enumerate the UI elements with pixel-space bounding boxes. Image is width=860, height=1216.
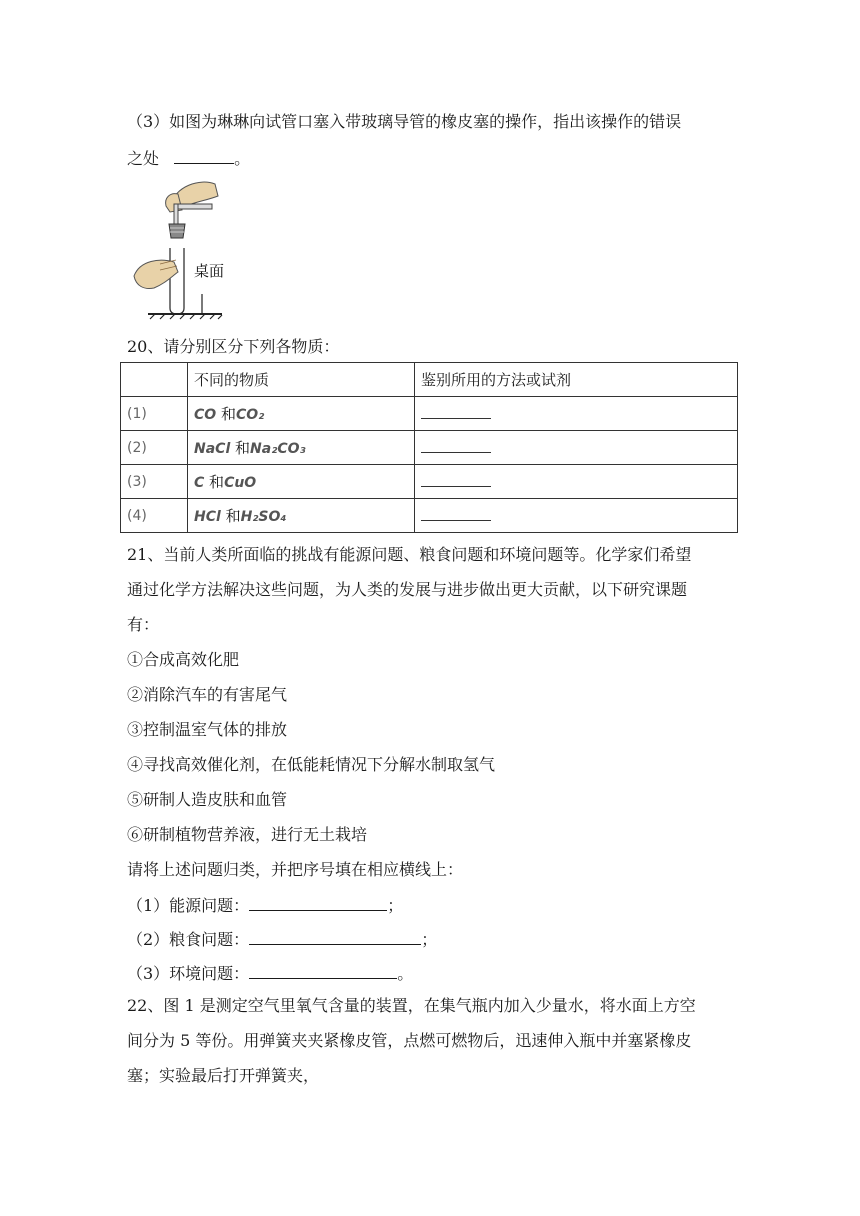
table-row (121, 397, 738, 431)
substance-a: C (194, 475, 205, 491)
conjunction: 和 (204, 473, 225, 491)
q21-instruction (127, 860, 463, 880)
energy-label: （1）能源问题： (127, 896, 250, 915)
list-item (127, 755, 495, 775)
q21-food-line (127, 928, 437, 950)
header-cell-substance: 不同的物质 (188, 363, 415, 397)
conjunction: 和 (220, 507, 241, 525)
header-cell-empty (121, 363, 188, 397)
substance-pair (188, 431, 415, 465)
q19-period: 。 (234, 149, 251, 168)
conjunction: 和 (230, 439, 251, 457)
q21-instruction-text: 请将上述问题归类，并把序号填在相应横线上： (127, 860, 464, 879)
food-end: ； (421, 930, 438, 949)
q19-part3-line2 (127, 147, 250, 169)
q21-intro-line1 (127, 545, 691, 565)
q21-environment-line (127, 962, 413, 984)
substance-pair (188, 465, 415, 499)
conjunction: 和 (216, 405, 236, 423)
method-answer-blank[interactable] (421, 506, 491, 521)
list-item (127, 685, 287, 705)
q21-intro-text: 有： (127, 615, 160, 634)
list-item (127, 720, 287, 740)
figure-label-desk: 桌面 (194, 262, 225, 280)
method-answer-blank[interactable] (421, 404, 491, 419)
list-item-text: ④寻找高效催化剂，在低能耗情况下分解水制取氢气 (127, 755, 496, 774)
q19-part3-text-end: 之处 (127, 149, 160, 168)
method-answer-blank[interactable] (421, 438, 491, 453)
header-cell-method: 鉴别所用的方法或试剂 (415, 363, 738, 397)
substance-a: CO (194, 407, 217, 423)
method-cell (415, 431, 738, 465)
substance-pair (188, 499, 415, 533)
list-item-text: ②消除汽车的有害尾气 (127, 685, 288, 704)
q20-title (127, 337, 339, 357)
method-answer-blank[interactable] (421, 472, 491, 487)
list-item-text: ①合成高效化肥 (127, 650, 240, 669)
list-item (127, 825, 367, 845)
substance-b: Na₂CO₃ (250, 441, 306, 457)
q21-intro-line3 (127, 615, 159, 635)
q22-text: 22、图 1 是测定空气里氧气含量的装置，在集气瓶内加入少量水，将水面上方空 (127, 996, 696, 1015)
list-item (127, 650, 239, 670)
q19-answer-blank[interactable] (174, 147, 234, 164)
list-item-text: ⑥研制植物营养液，进行无土栽培 (127, 825, 368, 844)
q22-line2 (127, 1031, 691, 1051)
method-cell (415, 397, 738, 431)
q20-table (120, 362, 738, 533)
substance-a: NaCl (194, 441, 231, 457)
environment-answer-blank[interactable] (249, 962, 397, 979)
method-cell (415, 499, 738, 533)
table-row (121, 499, 738, 533)
q22-line3 (127, 1066, 319, 1086)
q20-title-text: 20、请分别区分下列各物质： (127, 337, 340, 356)
environment-end: 。 (397, 964, 414, 983)
substance-b: CO₂ (235, 407, 265, 423)
test-tube-stopper-figure (130, 176, 240, 324)
table-header-row (121, 363, 738, 397)
row-number: (2) (121, 431, 188, 465)
q22-text: 间分为 5 等份。用弹簧夹夹紧橡皮管，点燃可燃物后，迅速伸入瓶中并塞紧橡皮 (127, 1031, 692, 1050)
substance-b: H₂SO₄ (240, 509, 287, 525)
q19-part3-text: （3）如图为琳琳向试管口塞入带玻璃导管的橡皮塞的操作，指出该操作的错误 (127, 112, 682, 131)
environment-label: （3）环境问题： (127, 964, 250, 983)
list-item-text: ③控制温室气体的排放 (127, 720, 288, 739)
method-cell (415, 465, 738, 499)
table-row (121, 431, 738, 465)
q22-line1 (127, 996, 696, 1016)
energy-end: ； (387, 896, 404, 915)
substance-pair (188, 397, 415, 431)
row-number: (4) (121, 499, 188, 533)
list-item (127, 790, 287, 810)
energy-answer-blank[interactable] (249, 894, 387, 911)
row-number: (1) (121, 397, 188, 431)
substance-b: CuO (224, 475, 257, 491)
substance-a: HCl (194, 509, 221, 525)
food-label: （2）粮食问题： (127, 930, 250, 949)
table-row (121, 465, 738, 499)
food-answer-blank[interactable] (249, 928, 421, 945)
q21-intro-text: 通过化学方法解决这些问题，为人类的发展与进步做出更大贡献，以下研究课题 (127, 580, 688, 599)
list-item-text: ⑤研制人造皮肤和血管 (127, 790, 288, 809)
q22-text: 塞；实验最后打开弹簧夹， (127, 1066, 320, 1085)
q21-energy-line (127, 894, 403, 916)
row-number: (3) (121, 465, 188, 499)
q21-intro-line2 (127, 580, 687, 600)
q21-intro-text: 21、当前人类所面临的挑战有能源问题、粮食问题和环境问题等。化学家们希望 (127, 545, 692, 564)
q19-part3-line1 (127, 112, 681, 132)
